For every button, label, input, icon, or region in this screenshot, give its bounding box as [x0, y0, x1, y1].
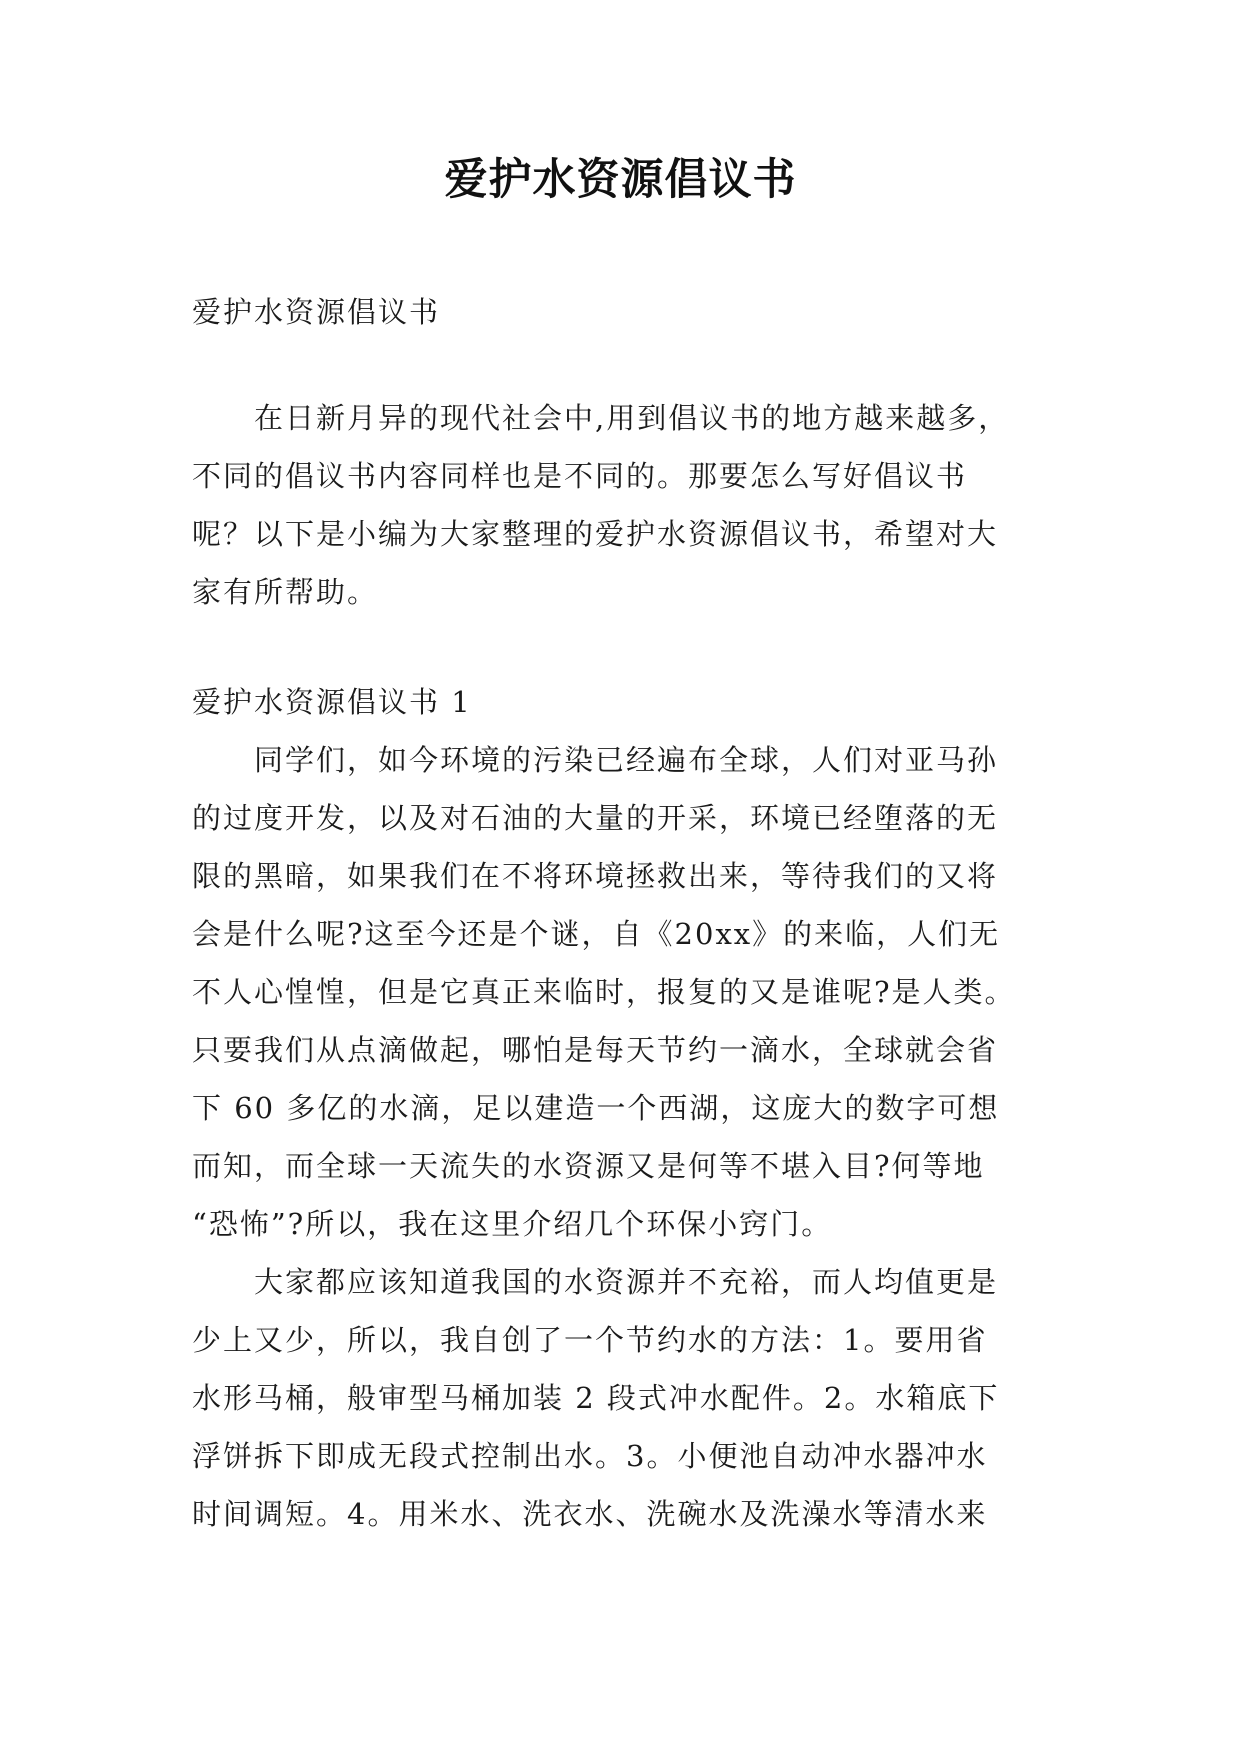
paragraph-line: 同学们，如今环境的污染已经遍布全球，人们对亚马孙 — [192, 743, 999, 777]
intro-line: 家有所帮助。 — [192, 575, 379, 609]
paragraph-line: “恐怖”?所以，我在这里介绍几个环保小窍门。 — [192, 1207, 833, 1241]
document-body — [192, 292, 1062, 1543]
paragraph-line: 的过度开发，以及对石油的大量的开采，环境已经堕落的无 — [192, 801, 999, 835]
paragraph-line: 限的黑暗，如果我们在不将环境拯救出来，等待我们的又将 — [192, 859, 999, 893]
intro-line: 不同的倡议书内容同样也是不同的。那要怎么写好倡议书 — [192, 459, 968, 493]
paragraph-line: 浮饼拆下即成无段式控制出水。3。小便池自动冲水器冲水 — [192, 1439, 988, 1473]
spacer — [192, 621, 1062, 673]
spacer — [192, 332, 1062, 389]
intro-line: 呢？以下是小编为大家整理的爱护水资源倡议书，希望对大 — [192, 517, 999, 551]
paragraph-line: 不人心惶惶，但是它真正来临时，报复的又是谁呢?是人类。 — [192, 975, 1016, 1009]
paragraph-line: 大家都应该知道我国的水资源并不充裕，而人均值更是 — [192, 1265, 999, 1299]
subtitle: 爱护水资源倡议书 — [192, 295, 441, 329]
paragraph-line: 水形马桶，般审型马桶加装 2 段式冲水配件。2。水箱底下 — [192, 1381, 1000, 1415]
intro-paragraph — [192, 389, 1062, 621]
paragraph-line: 下 60 多亿的水滴，足以建造一个西湖，这庞大的数字可想 — [192, 1091, 1000, 1125]
section-heading: 爱护水资源倡议书 1 — [192, 685, 472, 719]
paragraph-line: 时间调短。4。用米水、洗衣水、洗碗水及洗澡水等清水来 — [192, 1497, 988, 1531]
document-title: 爱护水资源倡议书 — [444, 155, 797, 205]
paragraph-2 — [192, 1253, 1062, 1543]
paragraph-1 — [192, 731, 1062, 1253]
paragraph-line: 会是什么呢?这至今还是个谜，自《20xx》的来临，人们无 — [192, 917, 1001, 951]
paragraph-line: 少上又少，所以，我自创了一个节约水的方法：1。要用省 — [192, 1323, 988, 1357]
paragraph-line: 而知，而全球一天流失的水资源又是何等不堪入目?何等地 — [192, 1149, 985, 1183]
paragraph-line: 只要我们从点滴做起，哪怕是每天节约一滴水，全球就会省 — [192, 1033, 999, 1067]
intro-line: 在日新月异的现代社会中,用到倡议书的地方越来越多， — [192, 401, 1010, 435]
